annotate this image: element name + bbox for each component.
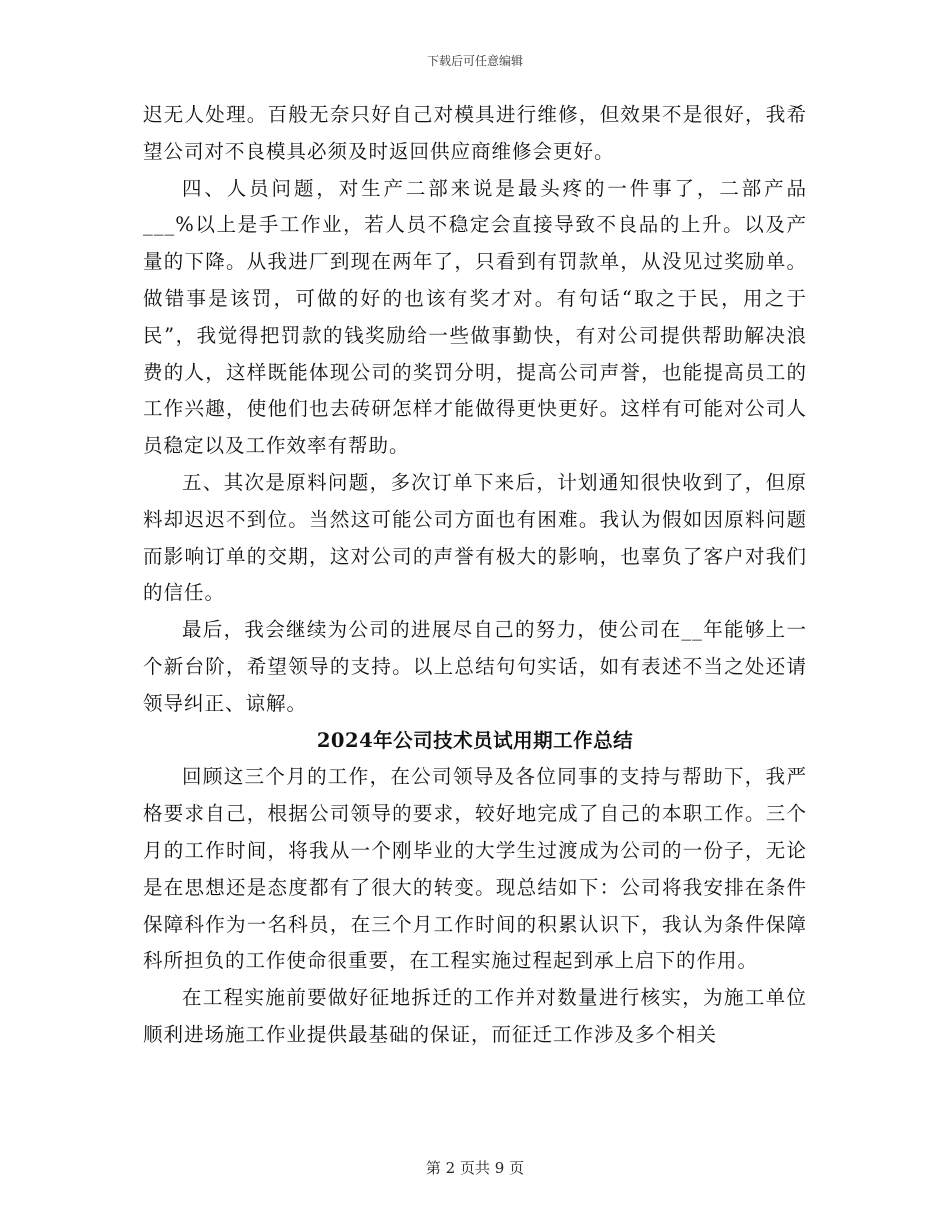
paragraph-conclusion: 最后，我会继续为公司的进展尽自己的努力，使公司在__年能够上一个新台阶，希望领导的支持。以上总结句句实话，如有表述不当之处还请领导纠正、谅解。 [143, 618, 807, 715]
paragraph-review: 回顾这三个月的工作，在公司领导及各位同事的支持与帮助下，我严格要求自己，根据公司领导的要求，较好地完成了自己的本职工作。三个月的工作时间，将我从一个刚毕业的大学生过渡成为公司的一份子，无论是在思想还是态度都有了很大的转变。现总结如下：公司将我安排在条件保障科作为一名科员，在三个月工作时间的积累认识下，我认为条件保障科所担负的工作使命很重要，在工程实施过程起到承上启下的作用。 [143, 765, 807, 973]
paragraph-land-acquisition: 在工程实施前要做好征地拆迁的工作并对数量进行核实，为施工单位顺利进场施工作业提供最基础的保证，而征迁工作涉及多个相关 [143, 986, 807, 1046]
page-number: 第 2 页共 9 页 [425, 1159, 525, 1177]
document-body [143, 97, 807, 1054]
paragraph-material-issue: 五、其次是原料问题，多次订单下来后，计划通知很快收到了，但原料却迟迟不到位。当然这可能公司方面也有困难。我认为假如因原料问题而影响订单的交期，这对公司的声誉有极大的影响，也辜负了客户对我们的信任。 [143, 470, 807, 605]
paragraph-personnel-issue: 四、人员问题，对生产二部来说是最头疼的一件事了，二部产品___%以上是手工作业，若人员不稳定会直接导致不良品的上升。以及产量的下降。从我进厂到现在两年了，只看到有罚款单，从没见过奖励单。做错事是该罚，可做的好的也该有奖才对。有句话“取之于民，用之于民”，我觉得把罚款的钱奖励给一些做事勤快，有对公司提供帮助解决浪费的人，这样既能体现公司的奖罚分明，提高公司声誉，也能提高员工的工作兴趣，使他们也去砖研怎样才能做得更快更好。这样有可能对公司人员稳定以及工作效率有帮助。 [143, 176, 807, 458]
paragraph-mold-repair: 迟无人处理。百般无奈只好自己对模具进行维修，但效果不是很好，我希望公司对不良模具必须及时返回供应商维修会更好。 [143, 103, 807, 163]
section-title: 2024年公司技术员试用期工作总结 [316, 728, 634, 752]
page-header: 下载后可任意编辑 [426, 54, 523, 68]
